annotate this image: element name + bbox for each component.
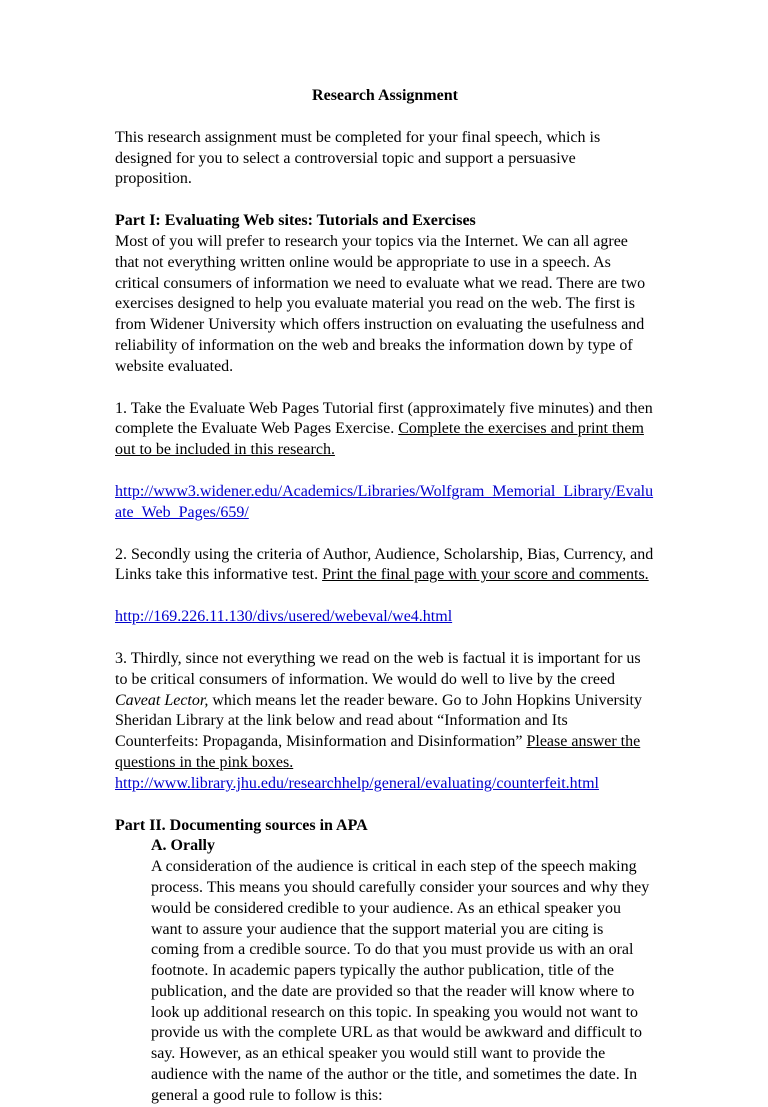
part2-body-text: A consideration of the audience is critical in each step of the speech making process. This means you should carefully consider your sources and why they would be considered credible to your audience. As an ethical speaker you want to assure your audience that the support material you are citing is coming from a credible source. To do that you must provide us with an oral footnote. In academic papers typically the author publication, title of the publication, and the date are provided so that the reader will know where to look up additional research on this topic. In speaking you would not want to provide us with the complete URL as that would be awkward and difficult to say. However, as an ethical speaker you would still want to provide the audience with the name of the author or the title, and sometimes the date. In general a good rule to follow is this: — [151, 858, 650, 1104]
exercise-item-3-underlined-instruction: Please answer the questions in the pink boxes. — [115, 733, 641, 771]
exercise-item-2-text: 2. Secondly using the criteria of Author, Audience, Scholarship, Bias, Currency, and Links take this informative test. — [115, 545, 654, 584]
exercise-item-2 — [115, 545, 655, 587]
part1-body-paragraph — [115, 232, 655, 378]
intro-paragraph — [115, 128, 655, 190]
part2-heading — [115, 816, 655, 837]
exercise-item-3-text-2: which means let the reader beware. Go to John Hopkins University Sheridan Library at the link below and read about “Information and Its Counterfeits: Propaganda, Misinformation and Disinformation” — [115, 691, 642, 751]
exercise-item-1-text: 1. Take the Evaluate Web Pages Tutorial first (approximately five minutes) and then complete the Evaluate Web Pages Exercise. — [115, 399, 653, 438]
exercise-item-2-underlined-instruction: Print the final page with your score and comments. — [322, 566, 649, 584]
intro-text: This research assignment must be completed for your final speech, which is designed for you to select a controversial topic and support a persuasive proposition. — [115, 128, 601, 188]
part2-heading-text: Part II. Documenting sources in APA — [115, 816, 368, 834]
jhu-counterfeit-link[interactable]: http://www.library.jhu.edu/researchhelp/general/evaluating/counterfeit.html — [115, 774, 599, 792]
part1-heading-text: Part I: Evaluating Web sites: Tutorials and Exercises — [115, 212, 476, 230]
part1-heading — [115, 211, 655, 232]
part2-subheading-text: A. Orally — [151, 837, 215, 855]
part2-body-paragraph — [151, 857, 655, 1107]
webeval-link-paragraph — [115, 607, 655, 628]
document-title: Research Assignment — [312, 87, 458, 104]
widener-link-paragraph — [115, 482, 655, 524]
exercise-item-1-underlined-instruction: Complete the exercises and print them out to be included in this research. — [115, 420, 644, 459]
exercise-item-3 — [115, 649, 655, 795]
widener-link[interactable]: http://www3.widener.edu/Academics/Libraries/Wolfgram_Memorial_Library/Evaluate_Web_Pages/659/ — [115, 482, 654, 521]
caveat-lector-italic: Caveat Lector, — [115, 691, 209, 709]
exercise-item-1 — [115, 399, 655, 461]
exercise-item-3-text-1: 3. Thirdly, since not everything we read on the web is factual it is important for us to be critical consumers of information. We would do well to live by the creed — [115, 649, 641, 688]
part2-subheading — [151, 836, 655, 857]
part1-body-text: Most of you will prefer to research your topics via the Internet. We can all agree that not everything written online would be appropriate to use in a speech. As critical consumers of information we need to evaluate what we read. There are two exercises designed to help you evaluate material you read on the web. The first is from Widener University which offers instruction on evaluating the usefulness and reliability of information on the web and breaks the information down by type of website evaluated. — [115, 232, 646, 375]
webeval-link[interactable]: http://169.226.11.130/divs/usered/webeval/we4.html — [115, 608, 453, 626]
